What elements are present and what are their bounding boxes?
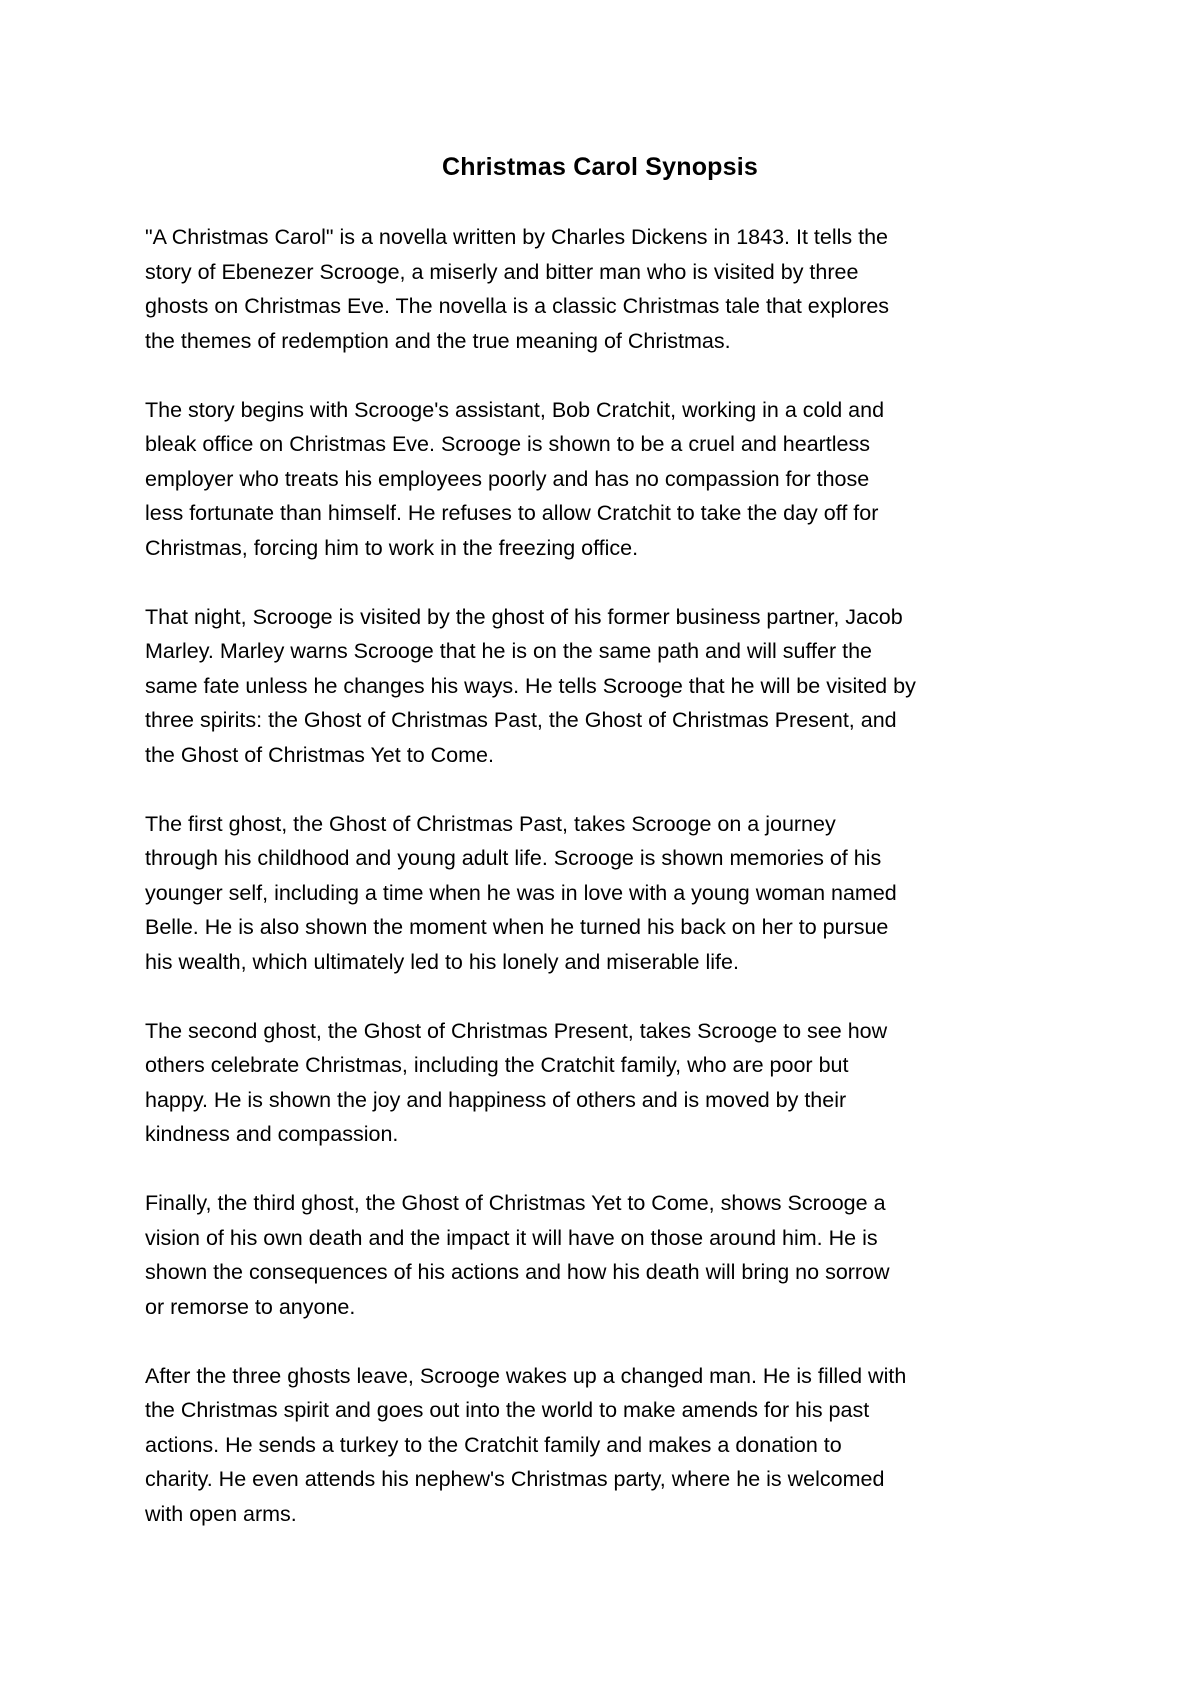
text-line: Belle. He is also shown the moment when he turned his back on her to pursue <box>145 915 889 939</box>
paragraph <box>145 1186 1065 1324</box>
text-line: The second ghost, the Ghost of Christmas Present, takes Scrooge to see how <box>145 1018 888 1043</box>
paragraph <box>145 600 1065 773</box>
text-line: the themes of redemption and the true meaning of Christmas. <box>145 328 731 353</box>
paragraph <box>145 220 1065 358</box>
paragraph <box>145 1014 1065 1152</box>
document-title: Christmas Carol Synopsis <box>441 153 758 181</box>
text-line: vision of his own death and the impact it will have on those around him. He is <box>145 1225 878 1250</box>
text-line: or remorse to anyone. <box>145 1294 356 1319</box>
text-line: Christmas, forcing him to work in the freezing office. <box>145 535 639 560</box>
text-line: After the three ghosts leave, Scrooge wakes up a changed man. He is filled with <box>145 1363 907 1388</box>
text-line: through his childhood and young adult life. Scrooge is shown memories of his <box>145 846 882 870</box>
text-line: story of Ebenezer Scrooge, a miserly and bitter man who is visited by three <box>145 259 859 284</box>
paragraph <box>145 1359 1065 1532</box>
text-line: three spirits: the Ghost of Christmas Past, the Ghost of Christmas Present, and <box>145 708 897 732</box>
text-line: with open arms. <box>145 1501 297 1526</box>
text-line: less fortunate than himself. He refuses to allow Cratchit to take the day off for <box>145 501 879 525</box>
document-body <box>145 220 1065 1566</box>
text-line: happy. He is shown the joy and happiness of others and is moved by their <box>145 1087 847 1112</box>
paragraph <box>145 807 1065 980</box>
text-line: his wealth, which ultimately led to his lonely and miserable life. <box>145 949 739 974</box>
text-line: Marley. Marley warns Scrooge that he is on the same path and will suffer the <box>145 639 872 663</box>
text-line: bleak office on Christmas Eve. Scrooge is shown to be a cruel and heartless <box>145 432 871 456</box>
text-line: employer who treats his employees poorly and has no compassion for those <box>145 466 870 491</box>
text-line: same fate unless he changes his ways. He tells Scrooge that he will be visited by <box>145 673 916 698</box>
text-line: The first ghost, the Ghost of Christmas Past, takes Scrooge on a journey <box>145 811 836 836</box>
text-line: kindness and compassion. <box>145 1122 399 1146</box>
text-line: shown the consequences of his actions and how his death will bring no sorrow <box>145 1260 890 1284</box>
text-line: Finally, the third ghost, the Ghost of Christmas Yet to Come, shows Scrooge a <box>145 1191 886 1215</box>
text-line: others celebrate Christmas, including the Cratchit family, who are poor but <box>145 1053 849 1077</box>
text-line: ghosts on Christmas Eve. The novella is a classic Christmas tale that explores <box>145 294 890 318</box>
text-line: charity. He even attends his nephew's Christmas party, where he is welcomed <box>145 1467 885 1491</box>
paragraph <box>145 393 1065 566</box>
text-line: the Ghost of Christmas Yet to Come. <box>145 742 494 767</box>
text-line: actions. He sends a turkey to the Cratchit family and makes a donation to <box>145 1432 842 1457</box>
text-line: younger self, including a time when he was in love with a young woman named <box>145 880 897 905</box>
text-line: the Christmas spirit and goes out into the world to make amends for his past <box>145 1398 870 1422</box>
text-line: The story begins with Scrooge's assistant, Bob Cratchit, working in a cold and <box>145 397 885 422</box>
text-line: "A Christmas Carol" is a novella written by Charles Dickens in 1843. It tells the <box>145 225 888 249</box>
text-line: That night, Scrooge is visited by the ghost of his former business partner, Jacob <box>145 604 903 629</box>
